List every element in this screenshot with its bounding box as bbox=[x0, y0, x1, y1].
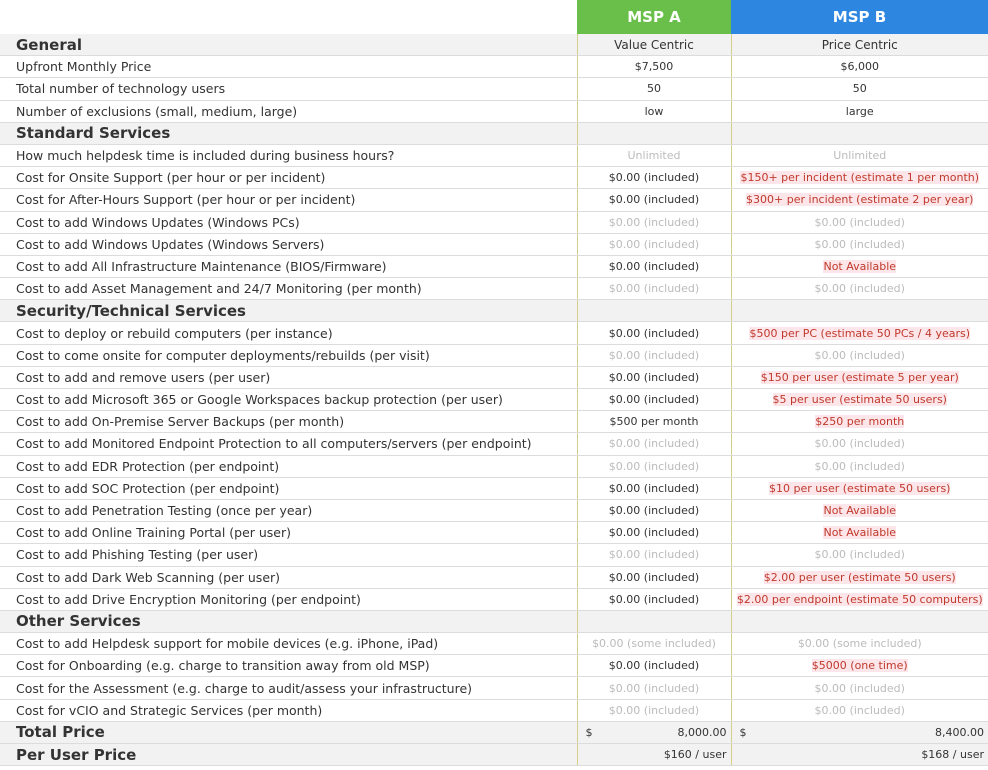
per-user-b: $168 / user bbox=[731, 744, 988, 766]
section-header-row bbox=[0, 34, 988, 56]
header-blank bbox=[0, 0, 577, 34]
table-row bbox=[0, 455, 988, 477]
msp-a-value: $0.00 (included) bbox=[608, 282, 700, 296]
table-row bbox=[0, 255, 988, 277]
msp-a-value: $0.00 (included) bbox=[608, 481, 700, 495]
msp-b-value: $250 per month bbox=[815, 415, 905, 429]
msp-b-value: Not Available bbox=[823, 526, 897, 540]
msp-a-value: $0.00 (included) bbox=[608, 171, 700, 185]
msp-a-value: $0.00 (included) bbox=[608, 548, 700, 562]
table-row bbox=[0, 699, 988, 721]
row-label: Cost to add Monitored Endpoint Protection to all computers/servers (per endpoint) bbox=[0, 433, 577, 455]
msp-b-value: $300+ per incident (estimate 2 per year) bbox=[746, 193, 974, 207]
table-row bbox=[0, 78, 988, 100]
per-user-a: $160 / user bbox=[577, 744, 731, 766]
table-row bbox=[0, 544, 988, 566]
msp-a-value: $500 per month bbox=[609, 415, 699, 429]
msp-b-value: $5000 (one time) bbox=[811, 659, 908, 673]
msp-a-value: $0.00 (included) bbox=[608, 193, 700, 207]
msp-b-value: $0.00 (included) bbox=[814, 459, 905, 473]
msp-a-value: $7,500 bbox=[634, 60, 674, 74]
table-row bbox=[0, 56, 988, 78]
total-b-value: 8,400.00 bbox=[935, 725, 984, 739]
row-label: Cost for After-Hours Support (per hour or per incident) bbox=[0, 189, 577, 211]
table-row bbox=[0, 655, 988, 677]
msp-b-value: $0.00 (included) bbox=[814, 548, 905, 562]
msp-b-value: large bbox=[845, 104, 874, 118]
per-user-price-row bbox=[0, 744, 988, 766]
msp-a-value: $0.00 (included) bbox=[608, 504, 700, 518]
row-label: Cost to deploy or rebuild computers (per instance) bbox=[0, 322, 577, 344]
row-label: Cost to add Online Training Portal (per user) bbox=[0, 522, 577, 544]
msp-a-value: $0.00 (included) bbox=[608, 437, 700, 451]
msp-b-value: Price Centric bbox=[821, 37, 898, 52]
msp-b-value: $0.00 (included) bbox=[814, 703, 905, 717]
table-row bbox=[0, 477, 988, 499]
msp-a-value: $0.00 (included) bbox=[608, 659, 700, 673]
msp-a-value: Unlimited bbox=[627, 149, 681, 163]
row-label: Cost to add EDR Protection (per endpoint) bbox=[0, 455, 577, 477]
msp-b-value: $0.00 (included) bbox=[814, 215, 905, 229]
msp-b-value: $0.00 (included) bbox=[814, 282, 905, 296]
msp-b-value: $0.00 (included) bbox=[814, 237, 905, 251]
row-label: How much helpdesk time is included during business hours? bbox=[0, 144, 577, 166]
row-label: Number of exclusions (small, medium, large) bbox=[0, 100, 577, 122]
msp-a-value: 50 bbox=[647, 82, 661, 96]
msp-b-value: $150+ per incident (estimate 1 per month) bbox=[740, 171, 980, 185]
table-row bbox=[0, 389, 988, 411]
section-title: General bbox=[0, 34, 577, 56]
msp-a-value: $0.00 (included) bbox=[608, 348, 700, 362]
table-row bbox=[0, 522, 988, 544]
row-label: Cost to add Drive Encryption Monitoring (per endpoint) bbox=[0, 588, 577, 610]
total-price-row bbox=[0, 721, 988, 743]
msp-b-value: $0.00 (included) bbox=[814, 681, 905, 695]
row-label: Cost for Onboarding (e.g. charge to transition away from old MSP) bbox=[0, 655, 577, 677]
header-row bbox=[0, 0, 988, 34]
table-row bbox=[0, 100, 988, 122]
section-header-row bbox=[0, 122, 988, 144]
msp-a-value: $0.00 (included) bbox=[608, 592, 700, 606]
row-label: Cost to add Phishing Testing (per user) bbox=[0, 544, 577, 566]
table-row bbox=[0, 211, 988, 233]
msp-a-value: $0.00 (included) bbox=[608, 570, 700, 584]
table-row bbox=[0, 366, 988, 388]
total-price-label: Total Price bbox=[0, 721, 577, 743]
table-row bbox=[0, 322, 988, 344]
total-b-currency: $ bbox=[739, 725, 747, 739]
section-title: Other Services bbox=[0, 610, 577, 632]
table-row bbox=[0, 566, 988, 588]
row-label: Cost to add Windows Updates (Windows PCs) bbox=[0, 211, 577, 233]
msp-b-value: 50 bbox=[852, 82, 867, 96]
msp-b-value: Unlimited bbox=[833, 149, 887, 163]
row-label: Cost for Onsite Support (per hour or per incident) bbox=[0, 167, 577, 189]
row-label: Cost to add Microsoft 365 or Google Workspaces backup protection (per user) bbox=[0, 389, 577, 411]
row-label: Cost to add Penetration Testing (once per year) bbox=[0, 499, 577, 521]
row-label: Cost to add and remove users (per user) bbox=[0, 366, 577, 388]
total-a-currency: $ bbox=[585, 725, 593, 739]
msp-b-value: $0.00 (included) bbox=[814, 348, 905, 362]
msp-a-value: $0.00 (included) bbox=[608, 526, 700, 540]
msp-b-value: Not Available bbox=[823, 504, 897, 518]
msp-a-value: $0.00 (some included) bbox=[592, 637, 716, 651]
header-msp-a: MSP A bbox=[577, 0, 731, 34]
row-label: Cost to come onsite for computer deployments/rebuilds (per visit) bbox=[0, 344, 577, 366]
table-row bbox=[0, 144, 988, 166]
table-row bbox=[0, 677, 988, 699]
row-label: Total number of technology users bbox=[0, 78, 577, 100]
total-a-value: 8,000.00 bbox=[677, 725, 727, 739]
msp-b-value: $150 per user (estimate 5 per year) bbox=[760, 370, 959, 384]
row-label: Cost to add On-Premise Server Backups (per month) bbox=[0, 411, 577, 433]
table-row bbox=[0, 233, 988, 255]
row-label: Cost for the Assessment (e.g. charge to audit/assess your infrastructure) bbox=[0, 677, 577, 699]
header-msp-b: MSP B bbox=[731, 0, 988, 34]
msp-b-value: $6,000 bbox=[840, 60, 879, 74]
table-row bbox=[0, 433, 988, 455]
msp-b-value: $0.00 (included) bbox=[814, 437, 905, 451]
msp-a-value: Value Centric bbox=[614, 37, 694, 52]
table-row bbox=[0, 344, 988, 366]
section-header-row bbox=[0, 300, 988, 322]
table-row bbox=[0, 633, 988, 655]
row-label: Cost to add Dark Web Scanning (per user) bbox=[0, 566, 577, 588]
msp-a-value: low bbox=[644, 104, 664, 118]
msp-a-value: $0.00 (included) bbox=[608, 215, 700, 229]
row-label: Cost to add Helpdesk support for mobile devices (e.g. iPhone, iPad) bbox=[0, 633, 577, 655]
per-user-price-label: Per User Price bbox=[0, 744, 577, 766]
msp-b-value: $2.00 per endpoint (estimate 50 computers) bbox=[736, 592, 983, 606]
table-row bbox=[0, 189, 988, 211]
row-label: Cost to add Asset Management and 24/7 Monitoring (per month) bbox=[0, 278, 577, 300]
msp-a-value: $0.00 (included) bbox=[608, 370, 700, 384]
table-row bbox=[0, 167, 988, 189]
msp-a-value: $0.00 (included) bbox=[608, 681, 700, 695]
msp-a-value: $0.00 (included) bbox=[608, 393, 700, 407]
msp-b-value: $2.00 per user (estimate 50 users) bbox=[763, 570, 956, 584]
section-header-row bbox=[0, 610, 988, 632]
table-row bbox=[0, 588, 988, 610]
msp-b-value: $5 per user (estimate 50 users) bbox=[772, 393, 947, 407]
msp-b-value: $0.00 (some included) bbox=[797, 637, 922, 651]
row-label: Cost to add SOC Protection (per endpoint) bbox=[0, 477, 577, 499]
msp-a-value: $0.00 (included) bbox=[608, 459, 700, 473]
row-label: Cost for vCIO and Strategic Services (per month) bbox=[0, 699, 577, 721]
msp-b-value: $500 per PC (estimate 50 PCs / 4 years) bbox=[749, 326, 971, 340]
row-label: Cost to add Windows Updates (Windows Servers) bbox=[0, 233, 577, 255]
msp-a-value: $0.00 (included) bbox=[608, 703, 700, 717]
section-title: Standard Services bbox=[0, 122, 577, 144]
msp-a-value: $0.00 (included) bbox=[608, 326, 700, 340]
table-row bbox=[0, 278, 988, 300]
msp-a-value: $0.00 (included) bbox=[608, 259, 700, 273]
table-row bbox=[0, 411, 988, 433]
msp-a-value: $0.00 (included) bbox=[608, 237, 700, 251]
row-label: Cost to add All Infrastructure Maintenance (BIOS/Firmware) bbox=[0, 255, 577, 277]
row-label: Upfront Monthly Price bbox=[0, 56, 577, 78]
table-row bbox=[0, 499, 988, 521]
section-title: Security/Technical Services bbox=[0, 300, 577, 322]
msp-b-value: Not Available bbox=[823, 259, 897, 273]
msp-b-value: $10 per user (estimate 50 users) bbox=[769, 481, 951, 495]
